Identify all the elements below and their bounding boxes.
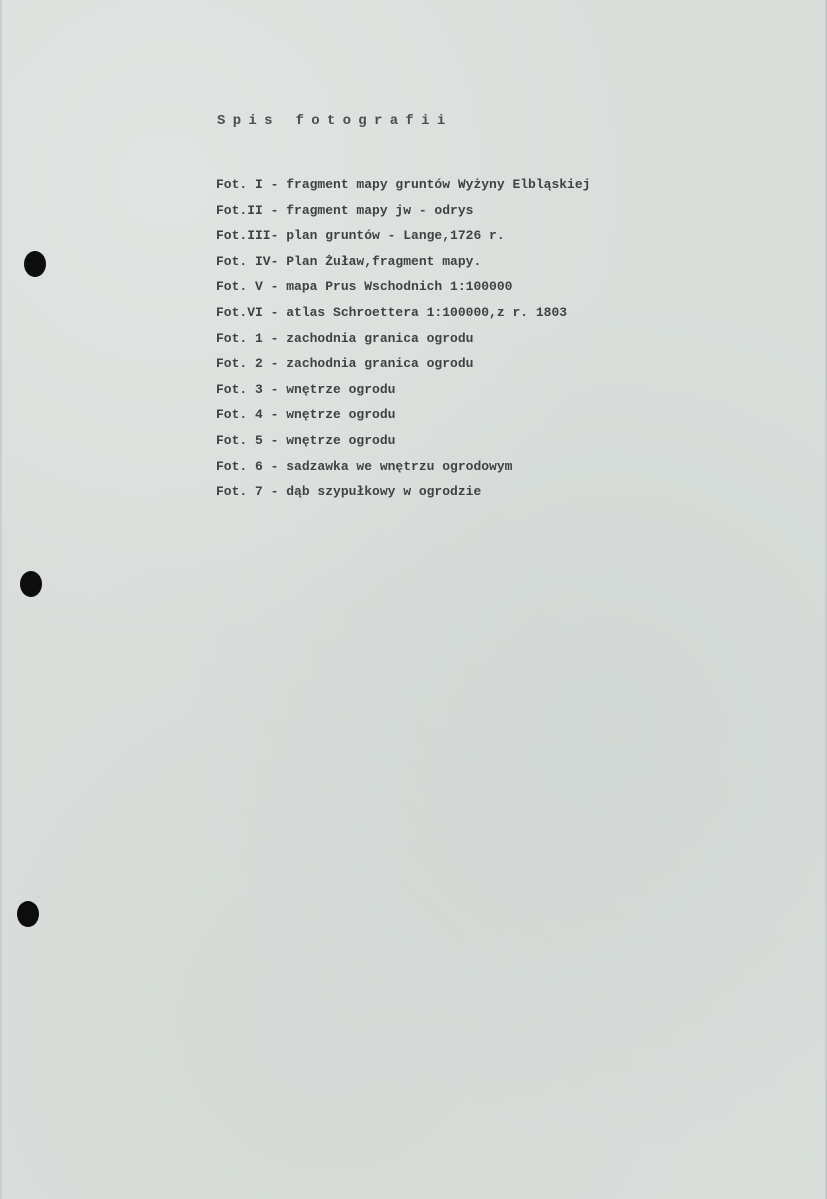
- list-item: Fot. V - mapa Prus Wschodnich 1:100000: [216, 279, 513, 295]
- list-item: Fot. 7 - dąb szypułkowy w ogrodzie: [216, 484, 482, 500]
- punch-hole-top: [24, 251, 46, 277]
- page-title: Spis fotografii: [217, 113, 453, 129]
- list-item: Fot.VI - atlas Schroettera 1:100000,z r. 1803: [216, 304, 568, 320]
- list-item: Fot. 2 - zachodnia granica ogrodu: [216, 356, 474, 372]
- list-item: Fot. 5 - wnętrze ogrodu: [216, 432, 396, 448]
- list-item: Fot. 1 - zachodnia granica ogrodu: [216, 330, 474, 346]
- list-item: Fot. I - fragment mapy gruntów Wyżyny Elbląskiej: [216, 177, 591, 192]
- list-item: Fot. 6 - sadzawka we wnętrzu ogrodowym: [216, 458, 513, 474]
- list-item: Fot.III- plan gruntów - Lange,1726 r.: [216, 228, 505, 244]
- photo-list: [216, 172, 590, 505]
- list-item: Fot. IV- Plan Żuław,fragment mapy.: [216, 253, 482, 269]
- punch-hole-middle: [20, 571, 42, 597]
- list-item: Fot.II - fragment mapy jw - odrys: [216, 202, 474, 218]
- punch-hole-bottom: [17, 901, 39, 927]
- list-item: Fot. 4 - wnętrze ogrodu: [216, 407, 396, 423]
- list-item: Fot. 3 - wnętrze ogrodu: [216, 381, 396, 397]
